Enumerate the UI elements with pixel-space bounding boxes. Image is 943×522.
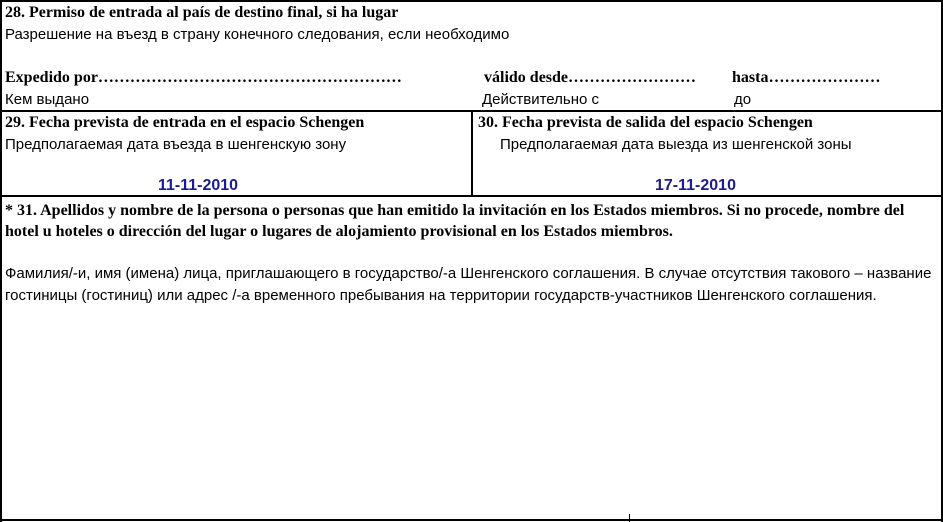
issued-by-label: Expedido por…………………………………………………	[5, 69, 402, 86]
section30-title: 30. Fecha prevista de salida del espacio Schengen	[478, 114, 813, 131]
section29-title: 29. Fecha prevista de entrada en el espacio Schengen	[5, 114, 365, 131]
section28-subtitle: Разрешение на въезд в страну конечного следования, если необходимо	[5, 26, 510, 43]
left-border	[0, 0, 2, 522]
exit-date-value: 17-11-2010	[655, 177, 736, 194]
divider-29-30-vertical	[471, 110, 473, 196]
section31-description: Фамилия/-и, имя (имена) лица, приглашающего в государство/-а Шенгенского соглашения. В случае отсутствия такового – название гостиницы (гостиниц) или адрес /-а временного пребывания на территории государств-участников Шенгенского соглашения.	[5, 265, 932, 304]
valid-from-label: válido desde……………………	[484, 69, 697, 86]
section30-subtitle: Предполагаемая дата выезда из шенгенской зоны	[500, 136, 852, 153]
entry-date-value: 11-11-2010	[158, 177, 239, 194]
valid-from-ru-label: Действительно с	[482, 91, 600, 108]
issued-by-ru-label: Кем выдано	[5, 91, 90, 108]
section29-subtitle: Предполагаемая дата въезда в шенгенскую зону	[5, 136, 347, 153]
until-ru-label: до	[734, 91, 752, 108]
section28-title: 28. Permiso de entrada al país de destino final, si ha lugar	[5, 4, 399, 21]
divider-29-31	[0, 195, 943, 197]
bottom-tick	[629, 514, 630, 522]
bottom-border	[0, 519, 943, 521]
until-label: hasta…………………	[732, 69, 881, 86]
section31-title: * 31. Apellidos y nombre de la persona o personas que han emitido la invitación en los Estados miembros. Si no procede, nombre del hotel u hoteles o dirección del lugar o lugares de alojamiento provisional en los Estados miembros.	[5, 202, 905, 240]
top-border	[0, 0, 943, 2]
